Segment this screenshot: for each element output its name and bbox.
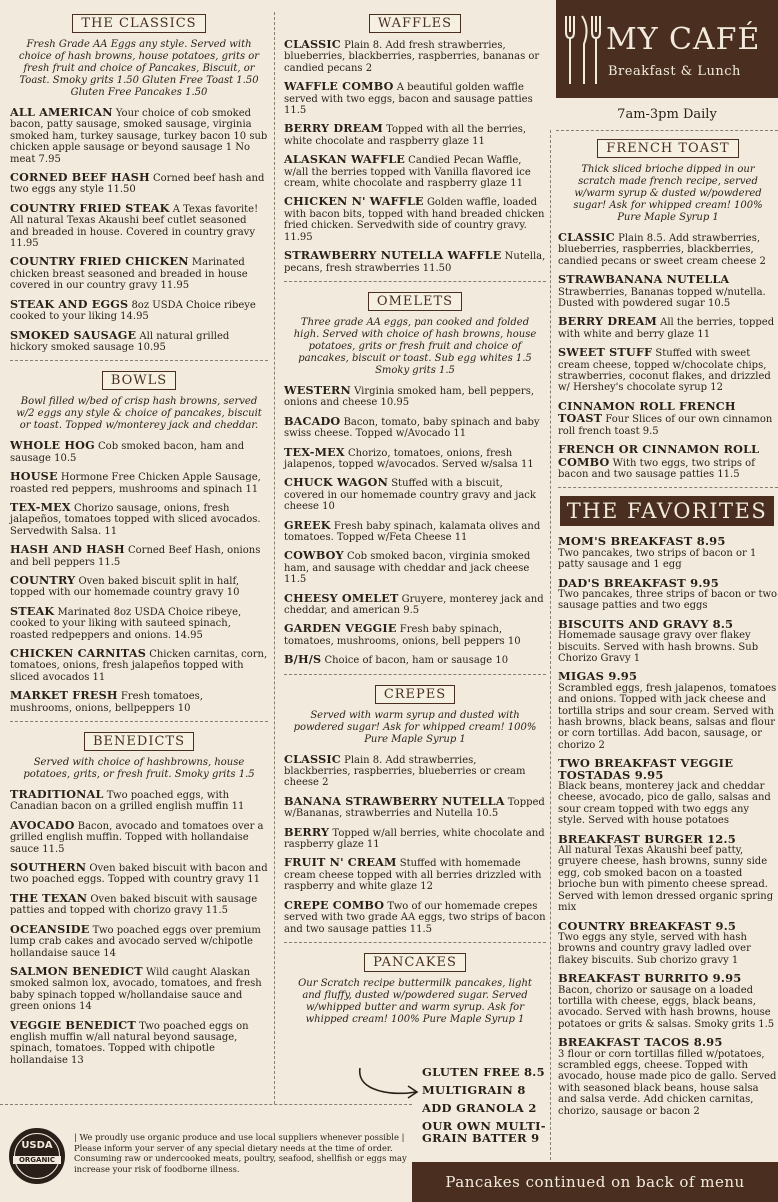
menu-item [558, 398, 778, 437]
menu-item [284, 654, 546, 666]
menu-item [284, 550, 546, 585]
menu-item [284, 39, 546, 74]
bowls-list [10, 440, 268, 714]
menu-item-description: Two eggs any style, served with hash browns and country gravy ladled over flakey biscuits. Sub chorizo gravy 1 [558, 931, 751, 966]
menu-item [558, 536, 778, 570]
menu-item-name: STRAWBERRY NUTELLA WAFFLE [284, 248, 502, 263]
menu-item-name: ALL AMERICAN [10, 105, 113, 119]
menu-item-name: B/H/S [284, 652, 322, 667]
menu-item-name: FRENCH OR CINNAMON ROLL COMBO [558, 442, 760, 469]
menu-item-description: Hormone Free Chicken Apple Sausage, roasted red peppers, mushrooms and spinach 11 [10, 472, 261, 495]
favorites-heading: THE FAVORITES [560, 496, 774, 526]
menu-item-name: VEGGIE BENEDICT [10, 1017, 136, 1032]
menu-item-description: Chicken carnitas, corn, tomatoes, onions, fresh jalapeños topped with sliced avocados 11 [10, 649, 268, 683]
menu-item [10, 921, 268, 959]
menu-item [10, 1017, 268, 1067]
menu-item-description: Fresh tomatoes, mushrooms, onions, bellpeppers 10 [10, 691, 203, 714]
french-toast-heading: FRENCH TOAST [558, 137, 778, 158]
menu-item [558, 575, 778, 612]
menu-item-description: Chorizo, tomatoes, onions, fresh jalapenos, topped w/avocados. Served w/salsa 11 [284, 447, 534, 470]
menu-item-description: All natural grilled hickory smoked sausage 10.95 [10, 330, 230, 353]
menu-item-description: Topped w/all berries, white chocolate and raspberry glaze 11 [284, 827, 545, 851]
column-divider-right [550, 130, 551, 1160]
menu-item [10, 200, 268, 250]
menu-item-name: DAD'S BREAKFAST 9.95 [558, 575, 719, 590]
menu-item-description: Gruyere, monterey jack and cheddar, and american 9.5 [284, 593, 544, 616]
menu-item [284, 623, 546, 647]
menu-item-description: Two pancakes, two strips of bacon or 1 patty sausage and 1 egg [558, 547, 757, 571]
benedicts-heading: BENEDICTS [10, 730, 268, 751]
menu-item-description: Plain 8. Add strawberries, blackberries, raspberries, blueberries or cream cheese 2 [284, 754, 526, 789]
footer-note-organic: | We proudly use organic produce and use local suppliers whenever possible | [74, 1132, 405, 1142]
menu-item-description: Oven baked biscuit with bacon and two poached eggs. Topped with country gravy 11 [10, 863, 268, 886]
menu-item-description: Bacon, chorizo or sausage on a loaded tortilla with cheese, eggs, black beans, avocado. Served with hash browns, house potatoes or grits & salsas. Smoky grits 1.5 [558, 984, 775, 1030]
menu-item-description: Four Slices of our own cinnamon roll french toast 9.5 [558, 414, 773, 437]
pancake-options-list [422, 1066, 552, 1150]
menu-item-name: CORNED BEEF HASH [10, 170, 150, 185]
menu-item [558, 274, 778, 309]
menu-item [558, 973, 778, 1030]
omelets-list [284, 382, 546, 667]
menu-item-description: Two poached eggs on english muffin w/all natural beyond sausage, spinach, tomatoes. Topped with chipotle hollandaise 13 [10, 1020, 249, 1066]
menu-item-name: SMOKED SAUSAGE [10, 327, 137, 342]
menu-item-description: Marinated 8oz USDA Choice ribeye, cooked to your liking with sauteed spinach, roasted redpeppers and onions. 14.95 [10, 606, 242, 641]
crepes-heading: CREPES [284, 683, 546, 704]
menu-item-description: Corned Beef Hash, onions and bell peppers 11.5 [10, 545, 261, 568]
menu-item [10, 862, 268, 886]
menu-item-description: Corned beef hash and two eggs any style 11.50 [10, 173, 265, 196]
menu-item-name: BREAKFAST BURGER 12.5 [558, 831, 736, 846]
menu-item-name: CINNAMON ROLL FRENCH TOAST [558, 398, 736, 426]
menu-item [284, 897, 546, 935]
menu-item-name: STRAWBANANA NUTELLA [558, 272, 730, 287]
menu-item-description: Two of our homemade crepes served with two grade AA eggs, two strips of bacon and two sausage patties 11.5 [284, 900, 546, 935]
menu-item-name: FRUIT N' CREAM [284, 855, 397, 870]
menu-item-description: All natural Texas Akaushi beef patty, gruyere cheese, hash browns, sunny side egg, cob smoked bacon on a toasted brioche bun with pimento cheese spread. Served with lemon dressed organic spring mix [558, 845, 774, 914]
crepes-list [284, 751, 546, 935]
footer-note-warning: Consuming raw or undercooked meats, poultry, seafood, shellfish or eggs may increase your risk of foodborne illness. [74, 1153, 407, 1174]
menu-item [284, 81, 546, 116]
section-divider [10, 721, 268, 722]
menu-item-description: Nutella, pecans, fresh strawberries 11.50 [284, 251, 546, 274]
menu-item-name: TEX-MEX [10, 499, 71, 514]
menu-item-name: CHUCK WAGON [284, 475, 389, 490]
menu-item-description: Fresh baby spinach, tomatoes, mushrooms, onions, bell peppers 10 [284, 624, 521, 647]
menu-item [284, 154, 546, 189]
menu-item-description: Stuffed with a biscuit, covered in our homemade country gravy and jack cheese 10 [284, 478, 536, 513]
menu-item [284, 751, 546, 789]
menu-item-description: Wild caught Alaskan smoked salmon lox, avocado, tomatoes, and fresh baby spinach topped w/hollandaise sauce and green onions 14 [10, 966, 262, 1013]
menu-item [284, 517, 546, 544]
menu-item [10, 296, 268, 323]
waffles-list [284, 39, 546, 274]
menu-item [10, 572, 268, 599]
menu-item-description: 8oz USDA Choice ribeye cooked to your liking 14.95 [10, 299, 256, 323]
menu-item-name: SALMON BENEDICT [10, 963, 143, 978]
menu-item [558, 758, 778, 826]
menu-item [558, 1037, 778, 1117]
menu-item-name: COWBOY [284, 548, 344, 563]
section-divider [558, 487, 778, 488]
menu-item-name: CHICKEN CARNITAS [10, 646, 146, 660]
column-left [10, 8, 268, 1073]
menu-item [10, 499, 268, 537]
pancakes-heading: PANCAKES [284, 951, 546, 972]
menu-item-description: Choice of bacon, ham or sausage 10 [324, 655, 509, 667]
menu-item-description: Black beans, monterey jack and cheddar cheese, avocado, pico de gallo, salsas and sour cream topped with two eggs any style. Served with house potatoes [558, 781, 771, 827]
menu-item [10, 890, 268, 917]
menu-item [558, 347, 778, 394]
menu-item-name: STEAK AND EGGS [10, 296, 129, 311]
menu-item-description: Plain 8.5. Add strawberries, blueberries, raspberries, blackberries, candied pecans or sweet cream cheese 2 [558, 233, 766, 267]
menu-item-name: GARDEN VEGGIE [284, 621, 397, 636]
column-right [556, 0, 778, 1124]
continued-banner: Pancakes continued on back of menu [412, 1162, 778, 1202]
menu-item-name: BISCUITS AND GRAVY 8.5 [558, 616, 734, 631]
menu-item [284, 382, 546, 409]
cafe-subtitle: Breakfast & Lunch [608, 64, 741, 79]
menu-item-description: Cob smoked bacon, ham and sausage 10.5 [10, 441, 245, 464]
menu-item-name: HOUSE [10, 469, 58, 484]
menu-item [558, 444, 778, 480]
menu-item [558, 918, 778, 967]
menu-item-description: Two poached eggs, with Canadian bacon on a grilled english muffin 11 [10, 790, 245, 813]
curved-arrow-icon [354, 1062, 422, 1102]
menu-item-name: TWO BREAKFAST VEGGIE TOSTADAS 9.95 [558, 756, 734, 782]
menu-item-name: OCEANSIDE [10, 921, 90, 936]
menu-item-name: BERRY DREAM [284, 121, 383, 136]
menu-item-name: HASH AND HASH [10, 542, 125, 557]
french-toast-intro: Thick sliced brioche dipped in our scratch made french recipe, served w/warm syrup & dusted w/powdered sugar! Ask for whipped cream! 100% Pure Maple Syrup 1 [573, 164, 763, 223]
menu-item-description: Topped w/Bananas, strawberries and Nutella 10.5 [284, 796, 545, 820]
menu-item [10, 544, 268, 568]
menu-item [10, 107, 268, 165]
menu-item-description: Your choice of cob smoked bacon, patty sausage, smoked sausage, virginia smoked ham, turkey sausage, turkey bacon 10 sub chicken apple sausage or beyond sausage 1 No meat 7.95 [10, 108, 268, 165]
menu-item-description: Scrambled eggs, fresh jalapenos, tomatoes and onions. Topped with jack cheese and tortilla strips and sour cream. Served with hash browns, black beans, salsas and flour or corn tortillas. Add bacon, sausage, or chorizo 2 [558, 682, 777, 751]
pancakes-intro: Our Scratch recipe buttermilk pancakes, light and fluffy, dusted w/powdered sugar. Served w/whipped butter and warm syrup. Ask for whipped cream! 100% Pure Maple Syrup 1 [298, 977, 532, 1025]
menu-item-name: BREAKFAST BURRITO 9.95 [558, 971, 742, 986]
pancake-option: MULTIGRAIN 8 [422, 1083, 526, 1097]
cafe-title: MY CAFÉ [606, 22, 761, 57]
menu-item [558, 671, 778, 751]
menu-item-name: BACADO [284, 413, 341, 428]
menu-item-description: All the berries, topped with white and berry glaze 11 [558, 317, 775, 340]
menu-item [10, 817, 268, 855]
menu-item [10, 690, 268, 714]
menu-item-name: SWEET STUFF [558, 345, 653, 360]
menu-item [10, 648, 268, 683]
classics-intro: Fresh Grade AA Eggs any style. Served with choice of hash browns, house potatoes, grits or fresh fruit and choice of Pancakes, Biscuit, or Toast. Smoky grits 1.50 Gluten Free Toast 1.50 Gluten Free Pancakes 1.50 [18, 39, 260, 98]
menu-item-name: WAFFLE COMBO [284, 79, 394, 94]
pancake-option: OUR OWN MULTI-GRAIN BATTER 9 [422, 1119, 546, 1145]
menu-item-description: Marinated chicken breast seasoned and breaded in house covered in our country gravy 11.95 [10, 257, 248, 292]
menu-item-description: Virginia smoked ham, bell peppers, onions and cheese 10.95 [284, 385, 535, 409]
menu-item-description: Two poached eggs over premium lump crab cakes and avocado served w/chipotle hollandaise sauce 14 [10, 924, 261, 959]
menu-item-description: Bacon, avocado and tomatoes over a grilled english muffin. Topped with hollandaise sauce 11.5 [10, 820, 264, 855]
menu-item-description: Cob smoked bacon, virginia smoked ham, and sausage with cheddar and jack cheese 11.5 [284, 551, 531, 586]
section-divider [556, 130, 778, 131]
menu-item-description: 3 flour or corn tortillas filled w/potatoes, scrambled eggs, cheese. Topped with avocado, house made pico de gallo. Served with seasoned black beans, house salsa and salsa verde. Add chicken carnitas, chorizo, sausage or bacon 2 [558, 1048, 777, 1117]
menu-item [284, 590, 546, 617]
menu-item-name: ALASKAN WAFFLE [284, 152, 405, 167]
menu-item [10, 963, 268, 1013]
column-middle [284, 8, 546, 1034]
menu-item-name: WESTERN [284, 382, 351, 397]
menu-item [558, 831, 778, 914]
menu-item [284, 413, 546, 440]
favorites-list [558, 536, 778, 1117]
menu-item-name: CLASSIC [284, 37, 341, 51]
menu-item-name: AVOCADO [10, 817, 75, 832]
section-divider [284, 942, 546, 943]
menu-item-description: Stuffed with sweet cream cheese, topped w/chocolate chips, strawberries, coconut flakes, and drizzled w/ Hershey's chocolate syrup 12 [558, 348, 771, 394]
footer-notice [74, 1132, 408, 1174]
menu-item [284, 123, 546, 147]
pancake-option: GLUTEN FREE 8.5 [422, 1065, 545, 1079]
menu-item [284, 444, 546, 471]
menu-item-description: Chorizo sausage, onions, fresh jalapeños, tomatoes topped with sliced avocados. Servedwith Salsa. 11 [10, 502, 261, 537]
menu-item-name: TRADITIONAL [10, 787, 104, 802]
menu-item-description: Topped with all the berries, white chocolate and raspberry glaze 11 [284, 124, 527, 147]
menu-item-name: MIGAS 9.95 [558, 669, 638, 684]
bowls-heading: BOWLS [10, 369, 268, 390]
menu-item [284, 196, 546, 243]
menu-item-name: COUNTRY FRIED CHICKEN [10, 254, 189, 269]
menu-item-name: MARKET FRESH [10, 688, 118, 703]
menu-item-description: Bacon, tomato, baby spinach and baby swiss cheese. Topped w/Avocado 11 [284, 416, 540, 440]
french-toast-list [558, 232, 778, 480]
menu-item-description: A beautiful golden waffle served with two eggs, bacon and sausage patties 11.5 [284, 82, 533, 117]
menu-item-name: MOM'S BREAKFAST 8.95 [558, 534, 726, 549]
fork-knife-icon [562, 14, 602, 86]
menu-item [10, 603, 268, 641]
footer-note-dietary: Please inform your server of any special dietary needs at the time of order. [74, 1142, 393, 1153]
menu-item [10, 789, 268, 813]
menu-item-description: Candied Pecan Waffle, w/all the berries topped with Vanilla flavored ice cream, white chocolate and raspberry glaze 11 [284, 155, 531, 190]
menu-item-name: CLASSIC [284, 751, 341, 766]
classics-list [10, 107, 268, 353]
classics-heading: THE CLASSICS [10, 12, 268, 33]
menu-item-name: WHOLE HOG [10, 438, 95, 453]
menu-item [284, 477, 546, 512]
menu-item [10, 471, 268, 495]
menu-item-description: Strawberries, Bananas topped w/nutella. Dusted with powdered sugar 10.5 [558, 286, 766, 310]
menu-item [284, 824, 546, 851]
omelets-heading: OMELETS [284, 290, 546, 311]
menu-item-name: STEAK [10, 603, 55, 618]
menu-item-description: Two pancakes, three strips of bacon or two sausage patties and two eggs [558, 588, 778, 612]
menu-item-name: THE TEXAN [10, 890, 88, 905]
menu-item-description: Oven baked biscuit split in half, topped with our homemade country gravy 10 [10, 575, 240, 599]
waffles-heading: WAFFLES [284, 12, 546, 33]
footer-divider [0, 1104, 412, 1105]
menu-item [10, 172, 268, 196]
menu-item-description: Oven baked biscuit with sausage patties and topped with chorizo gravy 11.5 [10, 893, 258, 917]
menu-item-description: A Texas favorite! All natural Texas Akaushi beef cutlet seasoned and breaded in house. Covered in country gravy 11.95 [10, 203, 259, 250]
menu-item-description: With two eggs, two strips of bacon and two sausage patties 11.5 [558, 457, 755, 480]
menu-item-name: BERRY DREAM [558, 314, 657, 329]
menu-item [10, 327, 268, 354]
menu-item [558, 316, 778, 340]
menu-item-name: COUNTRY FRIED STEAK [10, 200, 170, 215]
crepes-intro: Served with warm syrup and dusted with powdered sugar! Ask for whipped cream! 100% Pure Maple Syrup 1 [293, 709, 537, 745]
section-divider [284, 281, 546, 282]
menu-item-name: CHEESY OMELET [284, 590, 399, 605]
section-divider [284, 674, 546, 675]
menu-item [284, 250, 546, 274]
menu-item-description: Stuffed with homemade cream cheese topped with all berries drizzled with raspberry and white glaze 12 [284, 858, 542, 893]
menu-item-name: BREAKFAST TACOS 8.95 [558, 1035, 723, 1050]
menu-item [10, 440, 268, 464]
column-divider-left [274, 12, 275, 1104]
menu-item [284, 857, 546, 892]
menu-item-description: Fresh baby spinach, kalamata olives and tomatoes. Topped w/Feta Cheese 11 [284, 520, 541, 543]
menu-item-name: SOUTHERN [10, 860, 87, 875]
menu-item-name: CREPE COMBO [284, 897, 385, 912]
menu-item [284, 793, 546, 820]
bowls-intro: Bowl filled w/bed of crisp hash browns, served w/2 eggs any style & choice of pancakes, biscuit or toast. Topped w/monterey jack and cheddar. [16, 396, 262, 432]
menu-item-name: COUNTRY [10, 572, 76, 587]
menu-item-name: CHICKEN N' WAFFLE [284, 194, 424, 209]
benedicts-list [10, 789, 268, 1066]
menu-item-description: Homemade sausage gravy over flakey biscuits. Served with hash browns. Sub Chorizo Gravy 1 [558, 630, 759, 664]
section-divider [10, 360, 268, 361]
menu-item-description: Golden waffle, loaded with bacon bits, topped with hand breaded chicken fried chicken. Servedwith side of country gravy. 11.95 [284, 197, 545, 243]
cafe-brand-banner [556, 0, 778, 98]
usda-organic-seal: USDA ORGANIC [9, 1128, 65, 1184]
menu-item [10, 256, 268, 291]
menu-item-name: COUNTRY BREAKFAST 9.5 [558, 918, 737, 933]
menu-item-description: Plain 8. Add fresh strawberries, blueberries, blackberries, raspberries, bananas or candied pecans 2 [284, 40, 540, 74]
hours: 7am-3pm Daily [617, 107, 717, 122]
menu-item-name: CLASSIC [558, 230, 615, 244]
benedicts-intro: Served with choice of hashbrowns, house potatoes, grits, or fresh fruit. Smoky grits 1.5 [23, 757, 255, 781]
omelets-intro: Three grade AA eggs, pan cooked and folded high. Served with choice of hash browns, house potatoes, grits or fresh fruit and choice of pancakes, biscuit or toast. Sub egg whites 1.5 Smoky grits 1.5 [293, 316, 537, 376]
menu-item-name: BANANA STRAWBERRY NUTELLA [284, 793, 505, 808]
menu-item-name: GREEK [284, 517, 331, 532]
menu-item-name: TEX-MEX [284, 444, 345, 459]
menu-item [558, 616, 778, 665]
menu-item-name: BERRY [284, 824, 330, 839]
pancake-option: ADD GRANOLA 2 [422, 1101, 537, 1115]
menu-item [558, 232, 778, 267]
